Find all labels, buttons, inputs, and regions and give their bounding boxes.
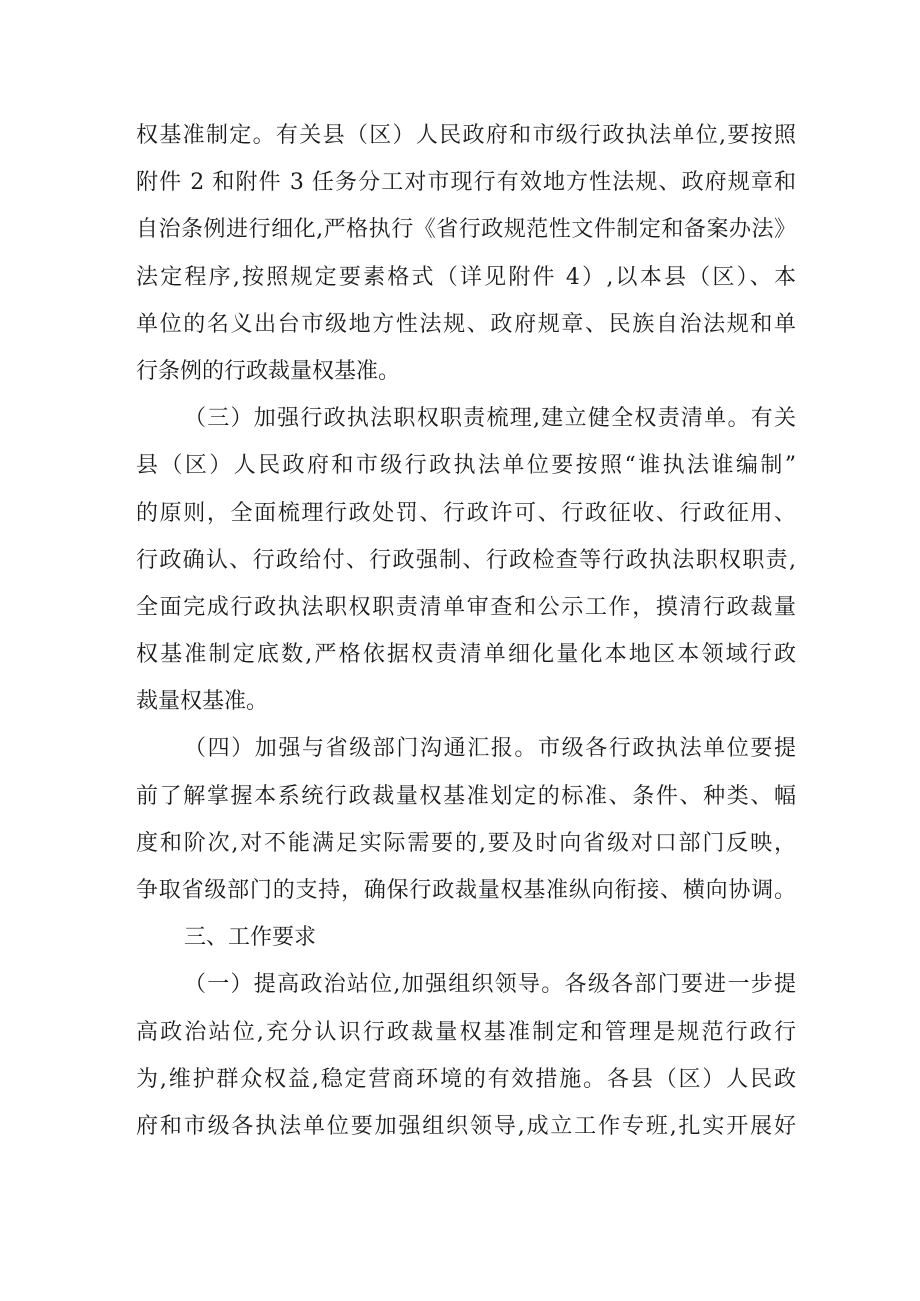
text-line: 为,维护群众权益,稳定营商环境的有效措施。各县（区）人民政 (136, 1066, 796, 1092)
text-line: 行政确认、行政给付、行政强制、行政检查等行政执法职权职责, (136, 547, 796, 573)
text-line: 前了解掌握本系统行政裁量权基准划定的标准、条件、种类、幅 (136, 783, 796, 809)
text-line: 权基准制定。有关县（区）人民政府和市级行政执法单位,要按照 (136, 123, 796, 148)
text-line: 法定程序,按照规定要素格式（详见附件 4）,以本县（区）、本 (136, 264, 796, 290)
text-line: 权基准制定底数,严格依据权责清单细化量化本地区本领域行政 (136, 642, 796, 668)
text-line: 度和阶次,对不能满足实际需要的,要及时向省级对口部门反映， (136, 830, 796, 856)
text-line: （三）加强行政执法职权职责梳理,建立健全权责清单。有关 (184, 406, 796, 432)
text-line: 县（区）人民政府和市级行政执法单位要按照“谁执法谁编制” (136, 453, 796, 479)
document-body (136, 112, 796, 1150)
text-line: 行条例的行政裁量权基准。 (136, 358, 401, 384)
text-line: 附件 2 和附件 3 任务分工对市现行有效地方性法规、政府规章和 (136, 170, 797, 196)
text-line: 的原则，全面梳理行政处罚、行政许可、行政征收、行政征用、 (136, 500, 796, 526)
text-line: 府和市级各执法单位要加强组织领导,成立工作专班,扎实开展好 (136, 1113, 796, 1139)
text-line: 高政治站位,充分认识行政裁量权基准制定和管理是规范行政行 (136, 1019, 796, 1045)
text-line: （一）提高政治站位,加强组织领导。各级各部门要进一步提 (184, 972, 796, 998)
text-line: 三、工作要求 (184, 925, 317, 951)
text-line: （四）加强与省级部门沟通汇报。市级各行政执法单位要提 (184, 736, 796, 762)
text-line: 全面完成行政执法职权职责清单审查和公示工作，摸清行政裁量 (136, 594, 796, 620)
text-line: 争取省级部门的支持，确保行政裁量权基准纵向衔接、横向协调。 (136, 878, 796, 903)
text-line: 自治条例进行细化,严格执行《省行政规范性文件制定和备案办法》 (136, 217, 796, 243)
text-line: 单位的名义出台市级地方性法规、政府规章、民族自治法规和单 (136, 311, 796, 337)
text-line: 裁量权基准。 (136, 689, 269, 715)
